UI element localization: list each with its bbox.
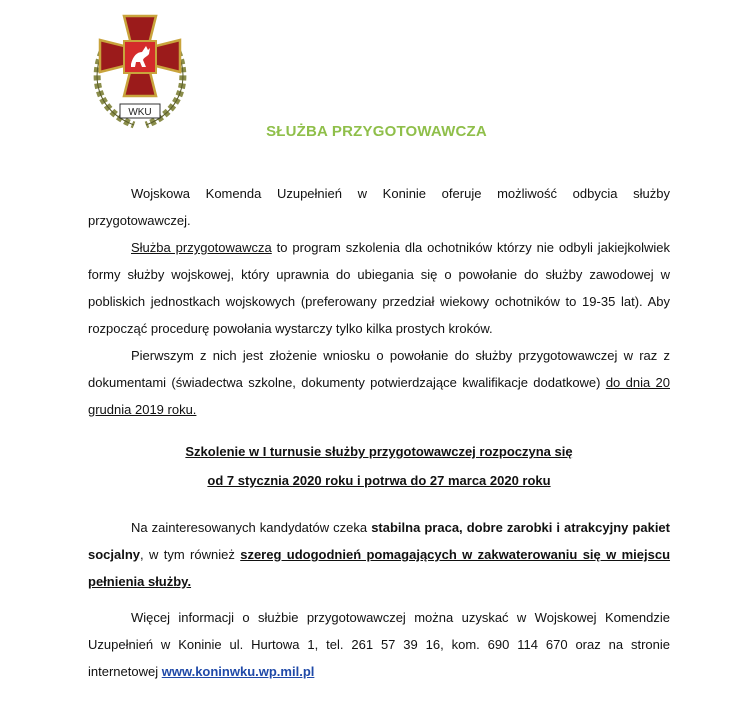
paragraph-contact bbox=[88, 604, 670, 685]
paragraph-application bbox=[88, 342, 670, 423]
page-title: SŁUŻBA PRZYGOTOWAWCZA bbox=[266, 123, 487, 140]
training-dates bbox=[88, 437, 670, 495]
benefits-text-a: Na zainteresowanych kandydatów czeka bbox=[131, 520, 372, 535]
wku-emblem-logo bbox=[84, 12, 196, 130]
benefits-bold: stabilna praca, dobre zarobki i atrakcyjny pakiet socjalny bbox=[88, 520, 670, 562]
description-text: to program szkolenia dla ochotników którzy nie odbyli jakiejkolwiek formy służby wojskowej, który uprawnia do ubiegania się o powołanie do służby zawodowej w pobliskich jednostkach wojskowych (preferowany przedział wiekowy ochotników to 19-35 lat). Aby rozpocząć procedurę powołania wystarczy tylko kilka prostych kroków. bbox=[88, 240, 670, 336]
paragraph-description bbox=[88, 234, 670, 342]
training-line-1: Szkolenie w I turnusie służby przygotowawczej rozpoczyna się bbox=[185, 444, 573, 459]
benefits-text-c: , w tym również bbox=[140, 547, 241, 562]
logo-label: WKU bbox=[128, 107, 152, 118]
benefits-housing: szereg udogodnień pomagających w zakwaterowaniu się w miejscu pełnienia służby. bbox=[88, 547, 671, 589]
highlight-term: Służba przygotowawcza bbox=[131, 240, 272, 255]
horse-shield-icon bbox=[124, 41, 156, 73]
contact-text: Więcej informacji o służbie przygotowawczej można uzyskać w Wojskowej Komendzie Uzupełnień w Koninie ul. Hurtowa 1, tel. 261 57 39 16, kom. 690 114 670 oraz na stronie internetowej bbox=[88, 610, 670, 679]
paragraph-benefits bbox=[88, 514, 670, 595]
intro-section bbox=[88, 180, 670, 423]
benefits-section bbox=[88, 514, 670, 595]
contact-section bbox=[88, 604, 670, 685]
paragraph-intro: Wojskowa Komenda Uzupełnień w Koninie oferuje możliwość odbycia służby przygotowawczej. bbox=[88, 186, 670, 228]
application-text: Pierwszym z nich jest złożenie wniosku o powołanie do służby przygotowawczej w raz z dokumentami (świadectwa szkolne, dokumenty potwierdzające kwalifikacje dodatkowe) bbox=[88, 348, 670, 390]
training-line-2: od 7 stycznia 2020 roku i potrwa do 27 marca 2020 roku bbox=[207, 473, 551, 488]
website-link[interactable]: www.koninwku.wp.mil.pl bbox=[161, 664, 315, 679]
deadline-text: do dnia 20 grudnia 2019 roku. bbox=[88, 375, 670, 417]
